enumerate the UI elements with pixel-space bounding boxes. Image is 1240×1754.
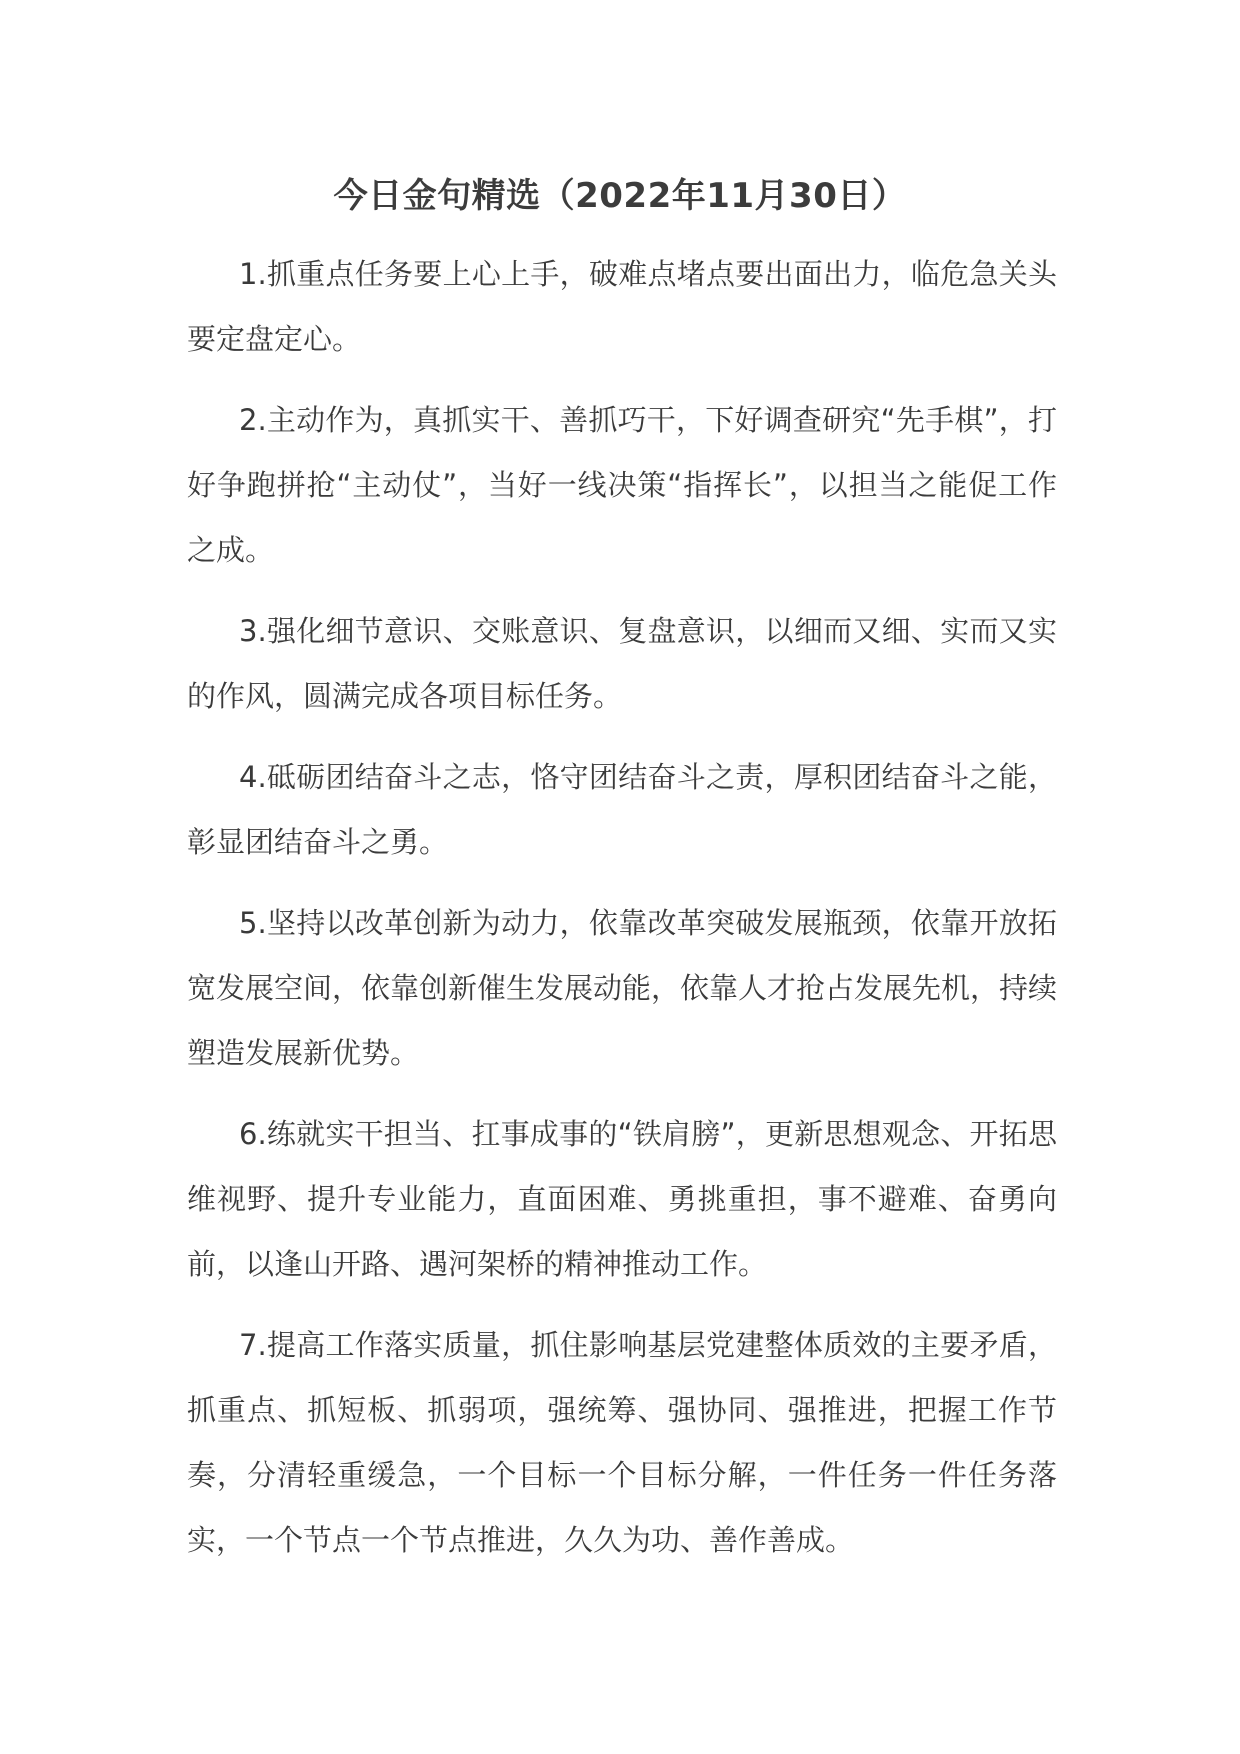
- quote-paragraph-3: 3.强化细节意识、交账意识、复盘意识，以细而又细、实而又实的作风，圆满完成各项目标任务。: [187, 614, 1057, 713]
- quote-paragraph-5: 5.坚持以改革创新为动力，依靠改革突破发展瓶颈，依靠开放拓宽发展空间，依靠创新催生发展动能，依靠人才抢占发展先机，持续塑造发展新优势。: [187, 906, 1058, 1070]
- quote-paragraph-1: 1.抓重点任务要上心上手，破难点堵点要出面出力，临危急关头要定盘定心。: [187, 257, 1057, 356]
- document-title: 今日金句精选（2022年11月30日）: [333, 176, 907, 216]
- quote-paragraph-6: 6.练就实干担当、扛事成事的“铁肩膀”，更新思想观念、开拓思维视野、提升专业能力，直面困难、勇挑重担，事不避难、奋勇向前，以逢山开路、遇河架桥的精神推动工作。: [187, 1117, 1057, 1281]
- quote-paragraph-7: 7.提高工作落实质量，抓住影响基层党建整体质效的主要矛盾，抓重点、抓短板、抓弱项，强统筹、强协同、强推进，把握工作节奏，分清轻重缓急，一个目标一个目标分解，一件任务一件任务落实，一个节点一个节点推进，久久为功、善作善成。: [187, 1328, 1057, 1557]
- quote-paragraph-2: 2.主动作为，真抓实干、善抓巧干，下好调查研究“先手棋”，打好争跑拼抢“主动仗”，当好一线决策“指挥长”，以担当之能促工作之成。: [187, 403, 1057, 567]
- document-body: [187, 242, 1057, 1589]
- quote-paragraph-4: 4.砥砺团结奋斗之志，恪守团结奋斗之责，厚积团结奋斗之能，彰显团结奋斗之勇。: [187, 760, 1057, 859]
